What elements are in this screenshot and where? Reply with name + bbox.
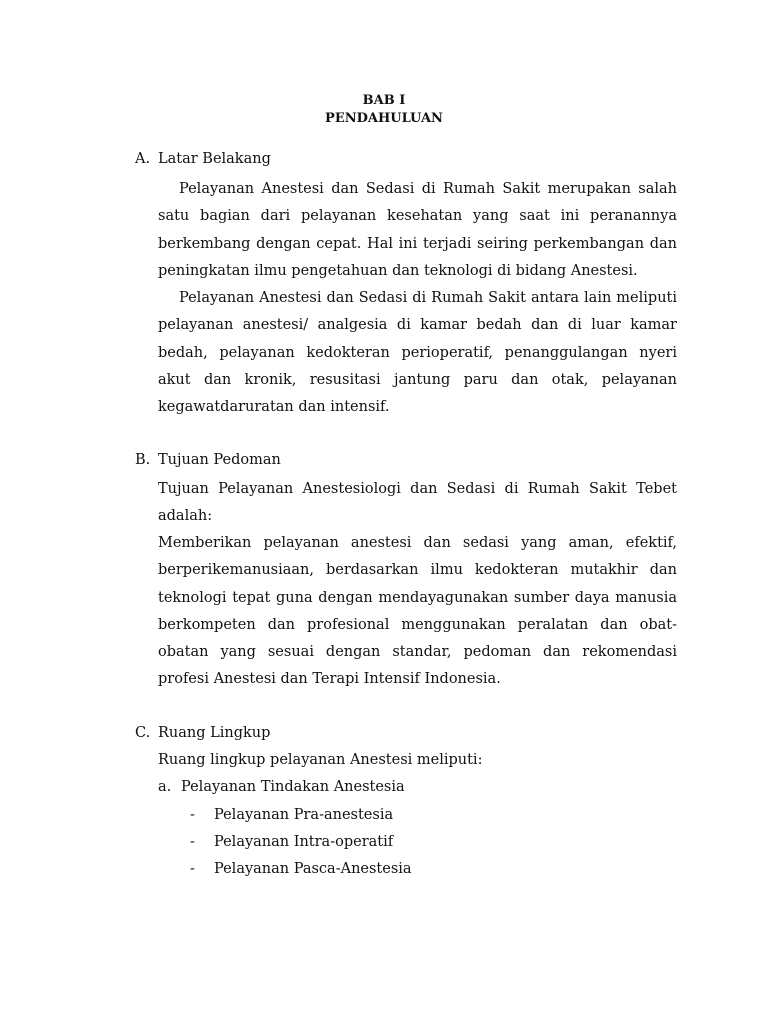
section-heading-b bbox=[135, 452, 281, 468]
section-a-paragraph-1: Pelayanan Anestesi dan Sedasi di Rumah Sakit merupakan salah satu bagian dari pelayanan kesehatan yang saat ini peranannya berkembang dengan cepat. Hal ini terjadi seiring perkembangan dan peningkatan ilmu pengetahuan dan teknologi di bidang Anestesi. bbox=[158, 181, 677, 279]
section-a-paragraph-2: Pelayanan Anestesi dan Sedasi di Rumah Sakit antara lain meliputi pelayanan anestesi/ analgesia di kamar bedah dan di luar kamar bedah, pelayanan kedokteran perioperatif, penanggulangan nyeri akut dan kronik, resusitasi jantung paru dan otak, pelayanan kegawatdaruratan dan intensif. bbox=[158, 290, 677, 416]
section-heading-a bbox=[135, 151, 271, 167]
list-item bbox=[190, 861, 412, 877]
section-title-b: Tujuan Pedoman bbox=[158, 452, 281, 468]
bullet-dash: - bbox=[190, 834, 195, 850]
list-item-text: Pelayanan Pasca-Anestesia bbox=[214, 861, 412, 877]
chapter-number: BAB I bbox=[362, 93, 406, 108]
chapter-title: PENDAHULUAN bbox=[325, 111, 443, 126]
list-item bbox=[190, 807, 393, 823]
sub-letter-a: a. bbox=[158, 779, 172, 795]
section-letter-c: C. bbox=[135, 725, 151, 741]
section-title-c: Ruang Lingkup bbox=[158, 725, 271, 741]
section-c-intro: Ruang lingkup pelayanan Anestesi meliputi: bbox=[158, 752, 483, 768]
section-title-a: Latar Belakang bbox=[158, 151, 271, 167]
list-item bbox=[190, 834, 393, 850]
section-letter-b: B. bbox=[135, 452, 151, 468]
list-item-text: Pelayanan Pra-anestesia bbox=[214, 807, 394, 823]
section-b-paragraph-2: Memberikan pelayanan anestesi dan sedasi yang aman, efektif, berperikemanusiaan, berdasarkan ilmu kedokteran mutakhir dan teknologi tepat guna dengan mendayagunakan sumber daya manusia berkompeten dan profesional menggunakan peralatan dan obat-obatan yang sesuai dengan standar, pedoman dan rekomendasi profesi Anestesi dan Terapi Intensif Indonesia. bbox=[158, 535, 677, 688]
section-c-subheading bbox=[158, 779, 405, 795]
section-heading-c bbox=[135, 725, 270, 741]
bullet-dash: - bbox=[190, 861, 195, 877]
section-b-paragraph-1: Tujuan Pelayanan Anestesiologi dan Sedasi di Rumah Sakit Tebet adalah: bbox=[158, 481, 677, 525]
list-item-text: Pelayanan Intra-operatif bbox=[214, 834, 394, 850]
sub-heading-text: Pelayanan Tindakan Anestesia bbox=[181, 779, 405, 795]
bullet-dash: - bbox=[190, 807, 195, 823]
section-letter-a: A. bbox=[135, 151, 151, 167]
